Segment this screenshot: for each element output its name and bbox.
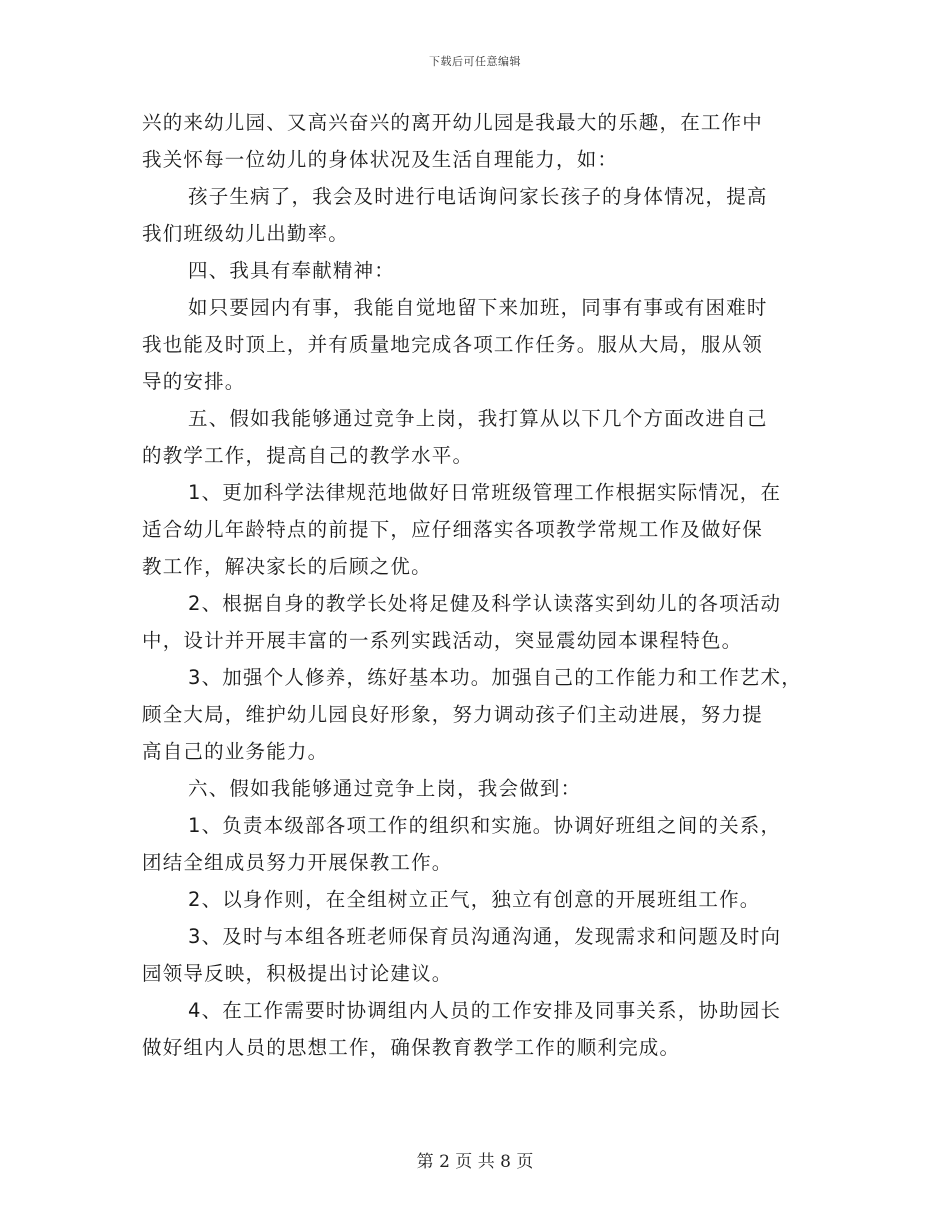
text-line: 我关怀每一位幼儿的身体状况及生活自理能力，如：: [142, 148, 619, 171]
list-item-first-line: 1、更加科学法律规范地做好日常班级管理工作根据实际情况，在: [188, 481, 782, 504]
list-item-first-line: 4、在工作需要时协调组内人员的工作安排及同事关系，协助园长: [188, 999, 782, 1022]
page-header-note: 下载后可任意编辑: [429, 55, 521, 68]
text-line: 顾全大局，维护幼儿园良好形象，努力调动孩子们主动进展，努力提: [142, 703, 764, 726]
list-item-first-line: 3、加强个人修养，练好基本功。加强自己的工作能力和工作艺术，: [188, 666, 802, 689]
text-line: 教工作，解决家长的后顾之优。: [142, 555, 432, 578]
text-line: 我也能及时顶上，并有质量地完成各项工作任务。服从大局，服从领: [142, 333, 764, 356]
text-line: 做好组内人员的思想工作，确保教育教学工作的顺利完成。: [142, 1036, 681, 1059]
section-heading: 四、我具有奉献精神：: [188, 259, 396, 282]
list-item-first-line: 1、负责本级部各项工作的组织和实施。协调好班组之间的关系，: [188, 814, 782, 837]
text-line: 团结全组成员努力开展保教工作。: [142, 851, 453, 874]
text-line: 导的安排。: [142, 370, 246, 393]
text-line: 高自己的业务能力。: [142, 740, 329, 763]
text-line: 我们班级幼儿出勤率。: [142, 222, 350, 245]
list-item-first-line: 3、及时与本组各班老师保育员沟通沟通，发现需求和问题及时向: [188, 925, 782, 948]
text-line: 中，设计并开展丰富的一系列实践活动，突显震幼园本课程特色。: [142, 629, 743, 652]
text-line: 园领导反映，积极提出讨论建议。: [142, 962, 453, 985]
paragraph-first-line: 孩子生病了，我会及时进行电话询问家长孩子的身体情况，提高: [188, 185, 768, 208]
list-item-first-line: 2、根据自身的教学长处将足健及科学认读落实到幼儿的各项活动: [188, 592, 782, 615]
section-heading: 五、假如我能够通过竞争上岗，我打算从以下几个方面改进自己: [188, 407, 768, 430]
text-line: 适合幼儿年龄特点的前提下，应仔细落实各项教学常规工作及做好保: [142, 518, 764, 541]
list-item-first-line: 2、以身作则，在全组树立正气，独立有创意的开展班组工作。: [188, 888, 761, 911]
document-body: [142, 104, 822, 1066]
text-line: 兴的来幼儿园、又高兴奋兴的离开幼儿园是我最大的乐趣，在工作中: [142, 111, 764, 134]
text-line: 的教学工作，提高自己的教学水平。: [142, 444, 474, 467]
page-number-footer: 第 2 页 共 8 页: [416, 1152, 534, 1172]
section-heading: 六、假如我能够通过竞争上岗，我会做到：: [188, 777, 582, 800]
paragraph-first-line: 如只要园内有事，我能自觉地留下来加班，同事有事或有困难时: [188, 296, 768, 319]
